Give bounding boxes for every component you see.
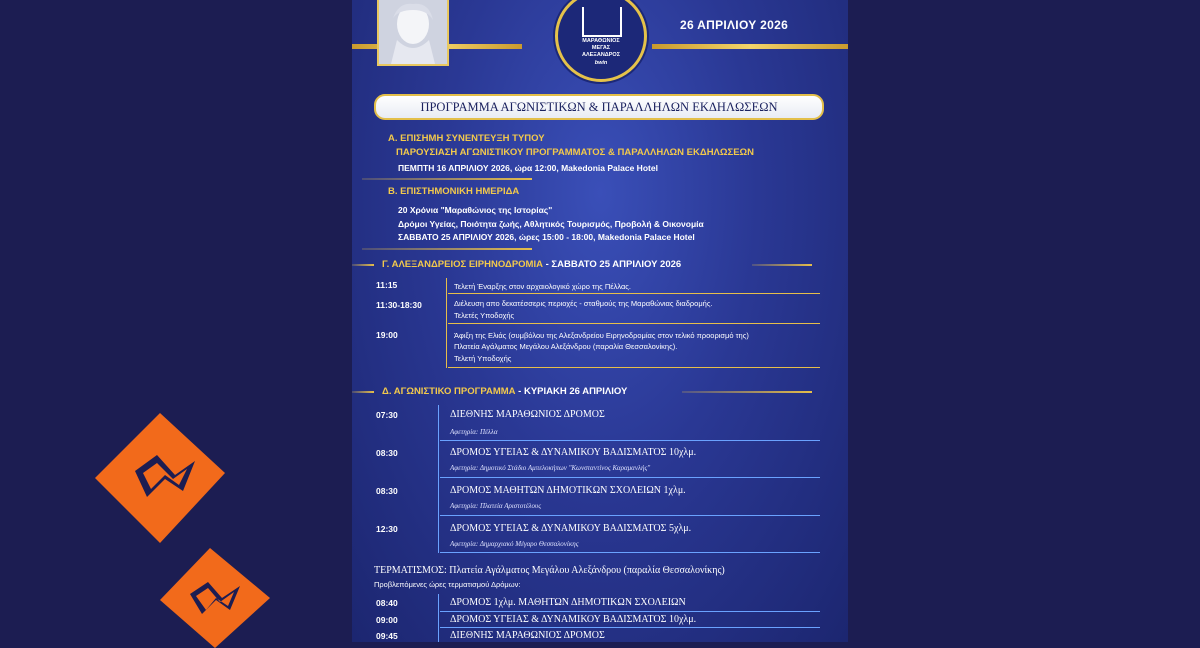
finish-divider [440, 627, 820, 628]
section-c-title: Γ. ΑΛΕΞΑΝΔΡΕΙΟΣ ΕΙΡΗΝΟΔΡΟΜΙΑ - ΣΑΒΒΑΤΟ 25 ΑΠΡΙΛΙΟΥ 2026 [382, 259, 682, 270]
event-divider [448, 367, 820, 368]
gold-band-right [652, 44, 848, 49]
event-time: 11:30-18:30 [376, 300, 422, 310]
race-start: Αφετηρία: Δημοτικό Στάδιο Αμπελοκήπων "Κωνσταντίνος Καραμανλής" [450, 464, 651, 472]
orange-brand-mark-icon-2 [160, 548, 270, 648]
finish-race: ΔΙΕΘΝΗΣ ΜΑΡΑΘΩΝΙΟΣ ΔΡΟΜΟΣ [450, 630, 605, 641]
section-a-title: Α. ΕΠΙΣΗΜΗ ΣΥΝΕΝΤΕΥΞΗ ΤΥΠΟΥ [388, 133, 545, 144]
event-description: Πλατεία Αγάλματος Μεγάλου Αλεξάνδρου (παραλία Θεσσαλονίκης). [454, 342, 678, 351]
race-time: 12:30 [376, 524, 398, 534]
finish-note: Προβλεπόμενες ώρες τερματισμού Δρόμων: [374, 580, 521, 589]
event-divider [448, 293, 820, 294]
logo-sponsor: bwin [594, 60, 608, 66]
finish-divider [440, 611, 820, 612]
race-divider [440, 440, 820, 441]
schedule-d-line [438, 405, 439, 553]
section-d-rule-left [352, 391, 374, 393]
section-a-divider [362, 178, 532, 180]
section-b-line1: 20 Χρόνια "Μαραθώνιος της Ιστορίας" [398, 205, 553, 215]
event-time: 19:00 [376, 330, 398, 340]
event-date: 26 ΑΠΡΙΛΙΟΥ 2026 [680, 18, 789, 32]
race-name: ΔΡΟΜΟΣ ΥΓΕΙΑΣ & ΔΥΝΑΜΙΚΟΥ ΒΑΔΙΣΜΑΤΟΣ 5χλμ. [450, 523, 692, 534]
event-description: Τελετή Υποδοχής [454, 354, 512, 363]
alexander-statue-image [377, 0, 449, 66]
race-name: ΔΡΟΜΟΣ ΥΓΕΙΑΣ & ΔΥΝΑΜΙΚΟΥ ΒΑΔΙΣΜΑΤΟΣ 10χλμ. [450, 447, 697, 458]
finish-race: ΔΡΟΜΟΣ 1χλμ. ΜΑΘΗΤΩΝ ΔΗΜΟΤΙΚΩΝ ΣΧΟΛΕΙΩΝ [450, 597, 686, 608]
event-description: Άφιξη της Ελιάς (συμβόλου της Αλεξανδρείου Ειρηνοδρομίας στον τελικό προορισμό της) [454, 331, 749, 340]
program-banner: ΠΡΟΓΡΑΜΜΑ ΑΓΩΝΙΣΤΙΚΩΝ & ΠΑΡΑΛΛΗΛΩΝ ΕΚΔΗΛΩΣΕΩΝ [374, 94, 824, 120]
event-description: Διέλευση απο δεκατέσσερις περιοχές - σταθμούς της Μαραθώνιας διαδρομής. [454, 299, 713, 308]
finish-location: ΤΕΡΜΑΤΙΣΜΟΣ: Πλατεία Αγάλματος Μεγάλου Αλεξάνδρου (παραλία Θεσσαλονίκης) [374, 565, 725, 576]
section-d-rule-right [682, 391, 812, 393]
event-description: Τελετές Υποδοχής [454, 311, 515, 320]
section-b-line3: ΣΑΒΒΑΤΟ 25 ΑΠΡΙΛΙΟΥ 2026, ώρες 15:00 - 18:00, Makedonia Palace Hotel [398, 232, 695, 242]
finish-time: 08:40 [376, 598, 398, 608]
race-name: ΔΙΕΘΝΗΣ ΜΑΡΑΘΩΝΙΟΣ ΔΡΟΜΟΣ [450, 409, 605, 420]
schedule-c-line [446, 278, 447, 368]
race-divider [440, 515, 820, 516]
race-name: ΔΡΟΜΟΣ ΜΑΘΗΤΩΝ ΔΗΜΟΤΙΚΩΝ ΣΧΟΛΕΙΩΝ 1χλμ. [450, 485, 686, 496]
race-divider [440, 477, 820, 478]
race-divider [440, 552, 820, 553]
marathon-logo [555, 0, 647, 82]
event-time: 11:15 [376, 280, 398, 290]
section-a-subtitle: ΠΑΡΟΥΣΙΑΣΗ ΑΓΩΝΙΣΤΙΚΟΥ ΠΡΟΓΡΑΜΜΑΤΟΣ & ΠΑΡΑΛΛΗΛΩΝ ΕΚΔΗΛΩΣΕΩΝ [396, 147, 755, 158]
finish-time: 09:00 [376, 615, 398, 625]
section-a-when: ΠΕΜΠΤΗ 16 ΑΠΡΙΛΙΟΥ 2026, ώρα 12:00, Makedonia Palace Hotel [398, 163, 658, 173]
section-d-title: Δ. ΑΓΩΝΙΣΤΙΚΟ ΠΡΟΓΡΑΜΜΑ - ΚΥΡΙΑΚΗ 26 ΑΠΡΙΛΙΟΥ [382, 386, 628, 397]
event-poster [352, 0, 848, 642]
logo-text: ΜΑΡΑΘΩΝΙΟΣ ΜΕΓΑΣ ΑΛΕΞΑΝΔΡΟΣ [582, 38, 620, 58]
event-divider [448, 323, 820, 324]
race-start: Αφετηρία: Πλατεία Αριστοτέλους [450, 502, 542, 510]
section-c-rule-left [352, 264, 374, 266]
section-b-divider [362, 248, 532, 250]
finish-time: 09:45 [376, 631, 398, 641]
event-description: Τελετή Έναρξης στον αρχαιολογικό χώρο της Πέλλας. [454, 282, 631, 291]
logo-mark-icon [582, 7, 622, 37]
race-time: 08:30 [376, 448, 398, 458]
race-time: 08:30 [376, 486, 398, 496]
orange-brand-mark-icon [95, 413, 225, 543]
race-time: 07:30 [376, 410, 398, 420]
race-start: Αφετηρία: Δημαρχιακό Μέγαρο Θεσσαλονίκης [450, 540, 579, 548]
finish-race: ΔΡΟΜΟΣ ΥΓΕΙΑΣ & ΔΥΝΑΜΙΚΟΥ ΒΑΔΙΣΜΑΤΟΣ 10χλμ. [450, 614, 697, 625]
section-b-title: Β. ΕΠΙΣΤΗΜΟΝΙΚΗ ΗΜΕΡΙΔΑ [388, 186, 520, 197]
section-c-rule-right [752, 264, 812, 266]
race-start: Αφετηρία: Πέλλα [450, 428, 498, 436]
finish-line [438, 594, 439, 642]
section-b-line2: Δρόμοι Υγείας, Ποιότητα ζωής, Αθλητικός Τουρισμός, Προβολή & Οικονομία [398, 219, 704, 229]
